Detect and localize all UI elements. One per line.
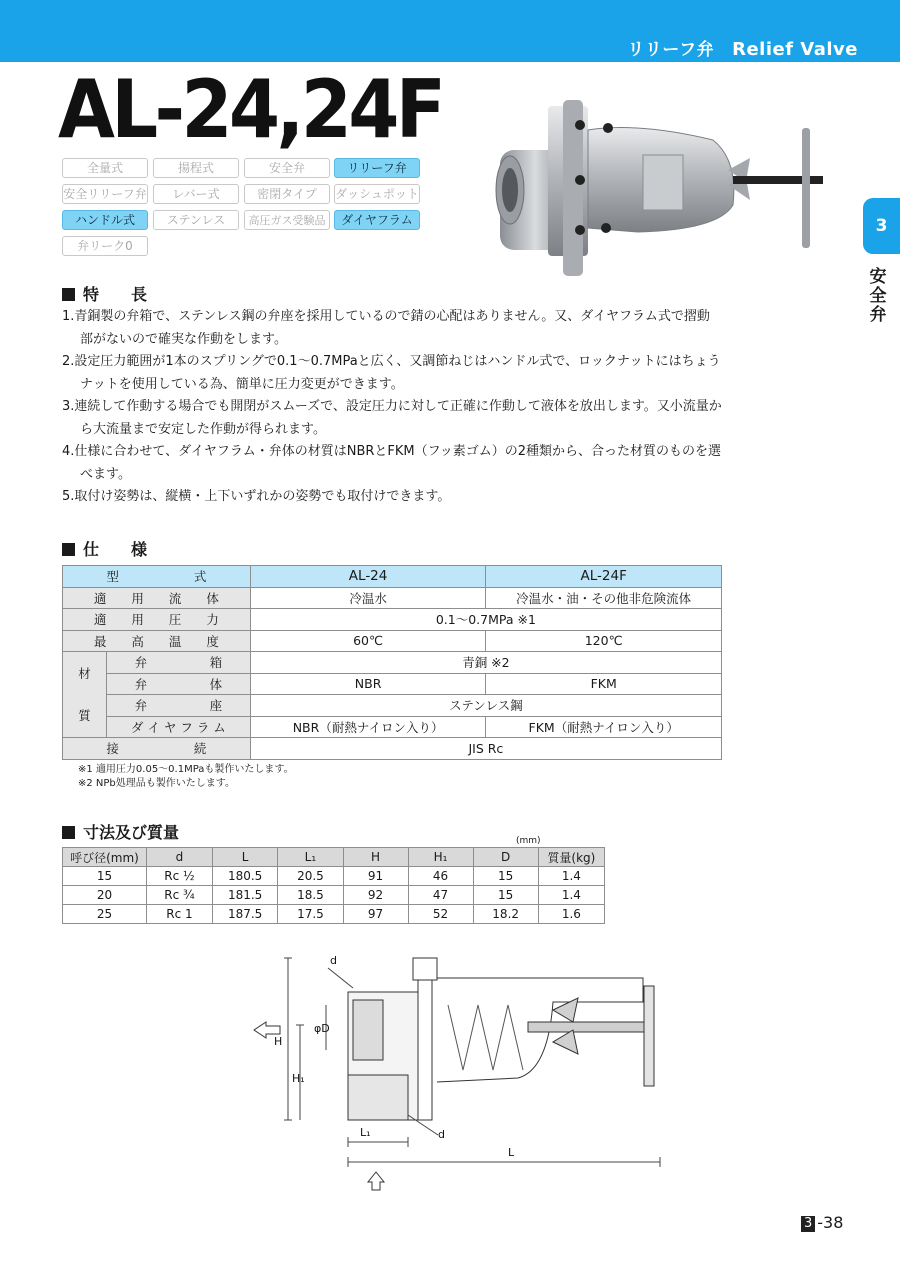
tag-9: ステンレス [153, 210, 239, 230]
spec-body-label: 弁 箱 [106, 652, 250, 674]
dims-cell: 46 [408, 867, 473, 886]
spec-col-a: AL-24 [250, 566, 486, 588]
page-number [801, 1213, 843, 1232]
dims-cell: 20 [63, 886, 147, 905]
dims-header-cell: H [343, 848, 408, 867]
tag-3: リリーフ弁 [334, 158, 420, 178]
tag-8: ハンドル式 [62, 210, 148, 230]
spec-col-type: 型 式 [63, 566, 251, 588]
dims-cell: 18.2 [473, 905, 538, 924]
product-photo [488, 100, 858, 280]
spec-body-value: 青銅 ※2 [250, 652, 721, 674]
dims-cell: 180.5 [212, 867, 277, 886]
features-heading [62, 282, 147, 305]
dims-cell: 52 [408, 905, 473, 924]
spec-material-group-2: 質 [78, 707, 91, 723]
spec-diaphragm-label: ダ イ ヤ フ ラ ム [106, 716, 250, 738]
dims-heading-text: 寸法及び質量 [83, 823, 180, 842]
dims-cell: Rc ½ [146, 867, 212, 886]
dims-cell: Rc ¾ [146, 886, 212, 905]
spec-heading [62, 537, 147, 560]
spec-seat-value: ステンレス鋼 [250, 695, 721, 717]
header-title-en: Relief Valve [732, 39, 858, 60]
feature-item: 5.取付け姿勢は、縦横・上下いずれかの姿勢でも取付けできます。 [62, 489, 451, 504]
dims-header-cell: 質量(kg) [538, 848, 604, 867]
spec-fluid-a: 冷温水 [250, 587, 486, 609]
tag-7: ダッシュポット [334, 184, 420, 204]
spec-material-group [63, 652, 107, 738]
spec-conn-label: 接 続 [63, 738, 251, 760]
dims-header-cell: 呼び径(mm) [63, 848, 147, 867]
page-chapter-box: 3 [801, 1216, 815, 1232]
dims-cell: 20.5 [278, 867, 343, 886]
chapter-label-text: 安全弁 [869, 267, 887, 325]
spec-disc-a: NBR [250, 673, 486, 695]
spec-diaphragm-b: FKM（耐熱ナイロン入り） [486, 716, 722, 738]
spec-pressure-value: 0.1～0.7MPa ※1 [250, 609, 721, 631]
spec-disc-b: FKM [486, 673, 722, 695]
model-name: AL-24,24F [58, 63, 443, 156]
diagram-label-H: H [274, 1035, 283, 1048]
tag-12: 弁リーク0 [62, 236, 148, 256]
page-number-text: -38 [817, 1213, 844, 1232]
dims-cell: Rc 1 [146, 905, 212, 924]
diagram-label-H1: H₁ [292, 1072, 305, 1085]
spec-seat-label: 弁 座 [106, 695, 250, 717]
spec-heading-text: 仕 様 [83, 540, 148, 559]
feature-item: 4.仕様に合わせて、ダイヤフラム・弁体の材質はNBRとFKM（フッ素ゴム）の2種類から、合った材質のものを選べます。 [62, 444, 722, 482]
dims-heading [62, 820, 179, 843]
tag-6: 密閉タイプ [244, 184, 330, 204]
tag-4: 安全リリーフ弁 [62, 184, 148, 204]
spec-temp-b: 120℃ [486, 630, 722, 652]
heading-square-icon [62, 543, 75, 556]
dims-cell: 181.5 [212, 886, 277, 905]
diagram-label-phiD: φD [314, 1022, 330, 1035]
spec-table [62, 565, 722, 760]
dims-cell: 1.4 [538, 867, 604, 886]
tag-11: ダイヤフラム [334, 210, 420, 230]
dims-header-cell: H₁ [408, 848, 473, 867]
spec-notes [78, 763, 294, 791]
dims-cell: 187.5 [212, 905, 277, 924]
chapter-label [866, 268, 890, 325]
diagram-label-d-bottom: d [438, 1128, 445, 1141]
diagram-label-L1: L₁ [360, 1126, 371, 1139]
header-band [0, 0, 900, 62]
spec-pressure-label: 適 用 圧 力 [63, 609, 251, 631]
dims-cell: 15 [63, 867, 147, 886]
dims-cell: 92 [343, 886, 408, 905]
spec-diaphragm-a: NBR（耐熱ナイロン入り） [250, 716, 486, 738]
dims-cell: 17.5 [278, 905, 343, 924]
dims-header-cell: L [212, 848, 277, 867]
feature-item: 3.連続して作動する場合でも開閉がスムーズで、設定圧力に対して正確に作動して液体を放出します。又小流量から大流量まで安定した作動が得られます。 [62, 399, 722, 437]
header-title [627, 35, 858, 60]
dims-cell: 15 [473, 867, 538, 886]
dims-cell: 15 [473, 886, 538, 905]
header-title-jp: リリーフ弁 [627, 40, 715, 60]
dims-cell: 97 [343, 905, 408, 924]
dims-cell: 25 [63, 905, 147, 924]
heading-square-icon [62, 288, 75, 301]
spec-material-group-1: 材 [78, 665, 91, 681]
table-row [63, 867, 605, 886]
spec-temp-label: 最 高 温 度 [63, 630, 251, 652]
dims-cell: 1.6 [538, 905, 604, 924]
diagram-label-d-top: d [330, 954, 337, 967]
feature-item: 1.青銅製の弁箱で、ステンレス鋼の弁座を採用しているので錆の心配はありません。又、ダイヤフラム式で摺動部がないので確実な作動をします。 [62, 309, 710, 347]
features-list [62, 306, 722, 509]
dims-unit: (mm) [516, 836, 541, 846]
dims-header-cell: L₁ [278, 848, 343, 867]
cross-section-diagram [248, 950, 668, 1195]
spec-temp-a: 60℃ [250, 630, 486, 652]
tag-10: 高圧ガス受験品 [244, 210, 330, 230]
dims-cell: 1.4 [538, 886, 604, 905]
spec-fluid-label: 適 用 流 体 [63, 587, 251, 609]
heading-square-icon [62, 826, 75, 839]
dims-header-cell: D [473, 848, 538, 867]
dims-cell: 91 [343, 867, 408, 886]
table-row [63, 886, 605, 905]
dims-header-row [63, 848, 605, 867]
diagram-label-L: L [508, 1146, 515, 1159]
spec-fluid-b: 冷温水・油・その他非危険流体 [486, 587, 722, 609]
dims-cell: 18.5 [278, 886, 343, 905]
dims-cell: 47 [408, 886, 473, 905]
note-item: ※1 適用圧力0.05～0.1MPaも製作いたします。 [78, 764, 294, 775]
dims-table [62, 847, 605, 924]
spec-conn-value: JIS Rc [250, 738, 721, 760]
tag-1: 揚程式 [153, 158, 239, 178]
chapter-tab[interactable]: 3 [863, 198, 900, 254]
feature-item: 2.設定圧力範囲が1本のスプリングで0.1～0.7MPaと広く、又調節ねじはハンドル式で、ロックナットにはちょうナットを使用している為、簡単に圧力変更ができます。 [62, 354, 721, 392]
features-heading-text: 特 長 [83, 285, 148, 304]
spec-col-b: AL-24F [486, 566, 722, 588]
tag-0: 全量式 [62, 158, 148, 178]
spec-disc-label: 弁 体 [106, 673, 250, 695]
table-row [63, 905, 605, 924]
tag-2: 安全弁 [244, 158, 330, 178]
dims-header-cell: d [146, 848, 212, 867]
note-item: ※2 NPb処理品も製作いたします。 [78, 778, 235, 789]
tag-5: レバー式 [153, 184, 239, 204]
